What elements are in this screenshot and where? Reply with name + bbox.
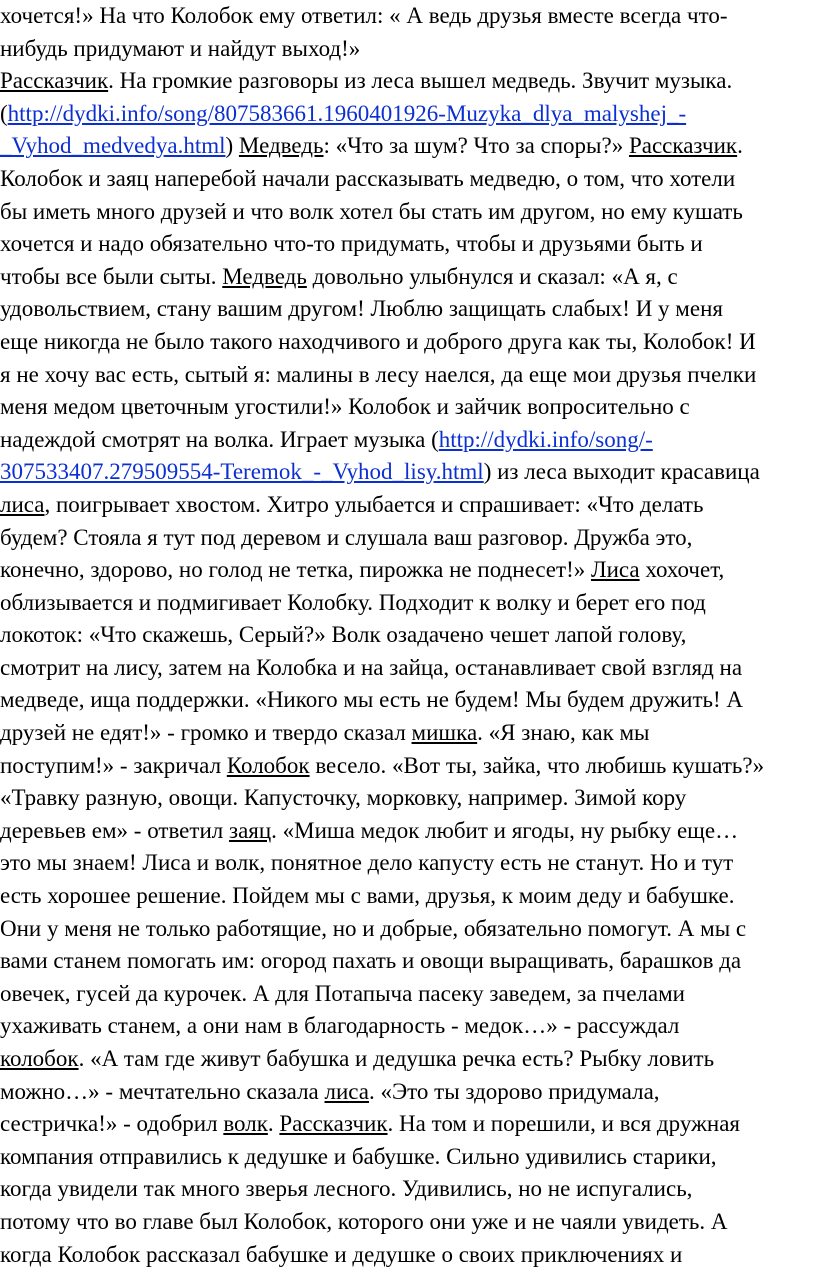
- speaker-name: мишка: [411, 720, 478, 746]
- speaker-name: Колобок: [226, 752, 310, 778]
- text-line: [0, 1010, 816, 1043]
- text-run: весело. «Вот ты, зайка, что любишь кушать?»: [309, 752, 765, 778]
- text-run: нибудь придумают и найдут выход!»: [0, 35, 361, 61]
- speaker-name: лиса: [0, 491, 45, 517]
- text-run: надеждой смотрят на волка. Играет музыка (: [0, 426, 439, 452]
- text-run: смотрит на лису, затем на Колобка и на зайца, останавливает свой взгляд на: [0, 654, 743, 680]
- text-line: [0, 391, 816, 424]
- text-run: есть хорошее решение. Пойдем мы с вами, друзья, к моим деду и бабушке.: [0, 883, 735, 909]
- text-run: конечно, здорово, но голод не тетка, пирожка не поднесет!»: [0, 557, 591, 583]
- text-run: хохочет,: [639, 557, 725, 583]
- hyperlink[interactable]: 307533407.279509554-Teremok_-_Vyhod_lisy.html: [0, 459, 484, 485]
- text-line: [0, 945, 816, 978]
- text-run: ) из леса выходит красавица: [483, 459, 760, 485]
- text-run: . На громкие разговоры из леса вышел медведь. Звучит музыка.: [108, 68, 733, 94]
- text-line: [0, 0, 816, 33]
- text-line: [0, 978, 816, 1011]
- text-run: это мы знаем! Лиса и волк, понятное дело капусту есть не станут. Но и тут: [0, 850, 734, 876]
- text-line: [0, 130, 816, 163]
- text-line: [0, 1239, 816, 1272]
- text-run: медведе, ища поддержки. «Никого мы есть не будем! Мы будем дружить! А: [0, 687, 744, 713]
- text-run: овечек, гусей да курочек. А для Потапыча пасеку заведем, за пчелами: [0, 980, 685, 1006]
- hyperlink[interactable]: http://dydki.info/song/-: [438, 426, 653, 452]
- text-line: [0, 619, 816, 652]
- text-run: облизывается и подмигивает Колобку. Подходит к волку и берет его под: [0, 589, 706, 615]
- text-run: когда Колобок рассказал бабушке и дедушке о своих приключениях и: [0, 1241, 683, 1267]
- text-run: .: [267, 1111, 280, 1137]
- text-run: . «Это ты здорово придумала,: [369, 1078, 660, 1104]
- text-run: деревьев ем» - ответил: [0, 817, 229, 843]
- text-line: [0, 196, 816, 229]
- text-line: [0, 1173, 816, 1206]
- text-run: бы иметь много друзей и что волк хотел бы стать им другом, но ему кушать: [0, 198, 743, 224]
- text-run: когда увидели так много зверья лесного. Удивились, но не испугались,: [0, 1176, 693, 1202]
- text-line: [0, 1108, 816, 1141]
- text-line: [0, 424, 816, 457]
- text-run: компания отправились к дедушке и бабушке. Сильно удивились старики,: [0, 1143, 717, 1169]
- text-run: хочется!» На что Колобок ему ответил: « А ведь друзья вместе всегда что-: [0, 3, 728, 28]
- text-line: [0, 782, 816, 815]
- text-line: [0, 847, 816, 880]
- text-line: [0, 33, 816, 66]
- text-run: (: [0, 100, 8, 126]
- text-run: потому что во главе был Колобок, которого они уже и не чаяли увидеть. А: [0, 1208, 728, 1234]
- text-line: [0, 293, 816, 326]
- text-run: ): [225, 133, 239, 159]
- text-line: [0, 913, 816, 946]
- text-line: [0, 261, 816, 294]
- speaker-name: Рассказчик: [628, 133, 738, 159]
- hyperlink[interactable]: _Vyhod_medvedya.html: [0, 133, 226, 159]
- speaker-name: заяц: [228, 817, 272, 843]
- speaker-name: волк: [223, 1111, 268, 1137]
- speaker-name: Медведь: [238, 133, 324, 159]
- text-line: [0, 489, 816, 522]
- text-run: хочется и надо обязательно что-то придумать, чтобы и друзьями быть и: [0, 231, 703, 257]
- text-line: [0, 750, 816, 783]
- speaker-name: лиса: [324, 1078, 369, 1104]
- text-line: [0, 1076, 816, 1109]
- text-line: [0, 456, 816, 489]
- text-line: [0, 163, 816, 196]
- text-run: локоток: «Что скажешь, Серый?» Волк озадачено чешет лапой голову,: [0, 622, 687, 648]
- text-line: [0, 815, 816, 848]
- text-run: удовольствием, стану вашим другом! Люблю защищать слабых! И у меня: [0, 296, 723, 322]
- text-line: [0, 65, 816, 98]
- hyperlink[interactable]: http://dydki.info/song/807583661.1960401926-Muzyka_dlya_malyshej_-: [7, 100, 687, 126]
- text-line: [0, 684, 816, 717]
- text-line: [0, 1206, 816, 1239]
- text-run: .: [737, 133, 743, 159]
- text-line: [0, 652, 816, 685]
- text-run: . На том и порешили, и вся дружная: [387, 1111, 740, 1137]
- speaker-name: Рассказчик: [0, 68, 109, 94]
- text-run: поступим!» - закричал: [0, 752, 227, 778]
- text-line: [0, 587, 816, 620]
- text-run: . «А там где живут бабушка и дедушка речка есть? Рыбку ловить: [78, 1046, 715, 1071]
- speaker-name: Медведь: [222, 263, 307, 289]
- text-run: еще никогда не было такого находчивого и доброго друга как ты, Колобок! И: [0, 328, 756, 354]
- text-line: [0, 98, 816, 131]
- text-line: [0, 522, 816, 555]
- text-line: [0, 717, 816, 750]
- text-run: «Травку разную, овощи. Капусточку, морковку, например. Зимой кору: [0, 785, 687, 811]
- text-run: я не хочу вас есть, сытый я: малины в лесу наелся, да еще мои друзья пчелки: [0, 361, 757, 387]
- speaker-name: Рассказчик: [279, 1111, 388, 1137]
- text-line: [0, 880, 816, 913]
- text-run: друзей не едят!» - громко и твердо сказал: [0, 720, 412, 746]
- text-run: сестричка!» - одобрил: [0, 1111, 224, 1137]
- text-line: [0, 1043, 816, 1076]
- text-run: . «Миша медок любит и ягоды, ну рыбку еще…: [271, 817, 739, 843]
- text-run: меня медом цветочным угостили!» Колобок и зайчик вопросительно с: [0, 394, 690, 420]
- text-run: : «Что за шум? Что за споры?»: [323, 133, 629, 159]
- text-run: можно…» - мечтательно сказала: [0, 1078, 325, 1104]
- speaker-name: Лиса: [590, 557, 640, 583]
- text-run: ухаживать станем, а они нам в благодарность - медок…» - рассуждал: [0, 1013, 680, 1039]
- text-run: вами станем помогать им: огород пахать и овощи выращивать, барашков да: [0, 948, 742, 974]
- text-run: будем? Стояла я тут под деревом и слушала ваш разговор. Дружба это,: [0, 524, 693, 550]
- text-run: Они у меня не только работящие, но и добрые, обязательно помогут. А мы с: [0, 915, 747, 941]
- text-line: [0, 228, 816, 261]
- text-line: [0, 554, 816, 587]
- text-line: [0, 1141, 816, 1174]
- text-line: [0, 326, 816, 359]
- text-run: чтобы все были сыты.: [0, 263, 223, 289]
- text-line: [0, 359, 816, 392]
- text-run: довольно улыбнулся и сказал: «А я, с: [306, 263, 678, 289]
- text-run: . «Я знаю, как мы: [477, 720, 650, 746]
- text-run: Колобок и заяц наперебой начали рассказывать медведю, о том, что хотели: [0, 165, 736, 191]
- speaker-name: колобок: [0, 1046, 79, 1071]
- text-run: , поигрывает хвостом. Хитро улыбается и спрашивает: «Что делать: [44, 491, 704, 517]
